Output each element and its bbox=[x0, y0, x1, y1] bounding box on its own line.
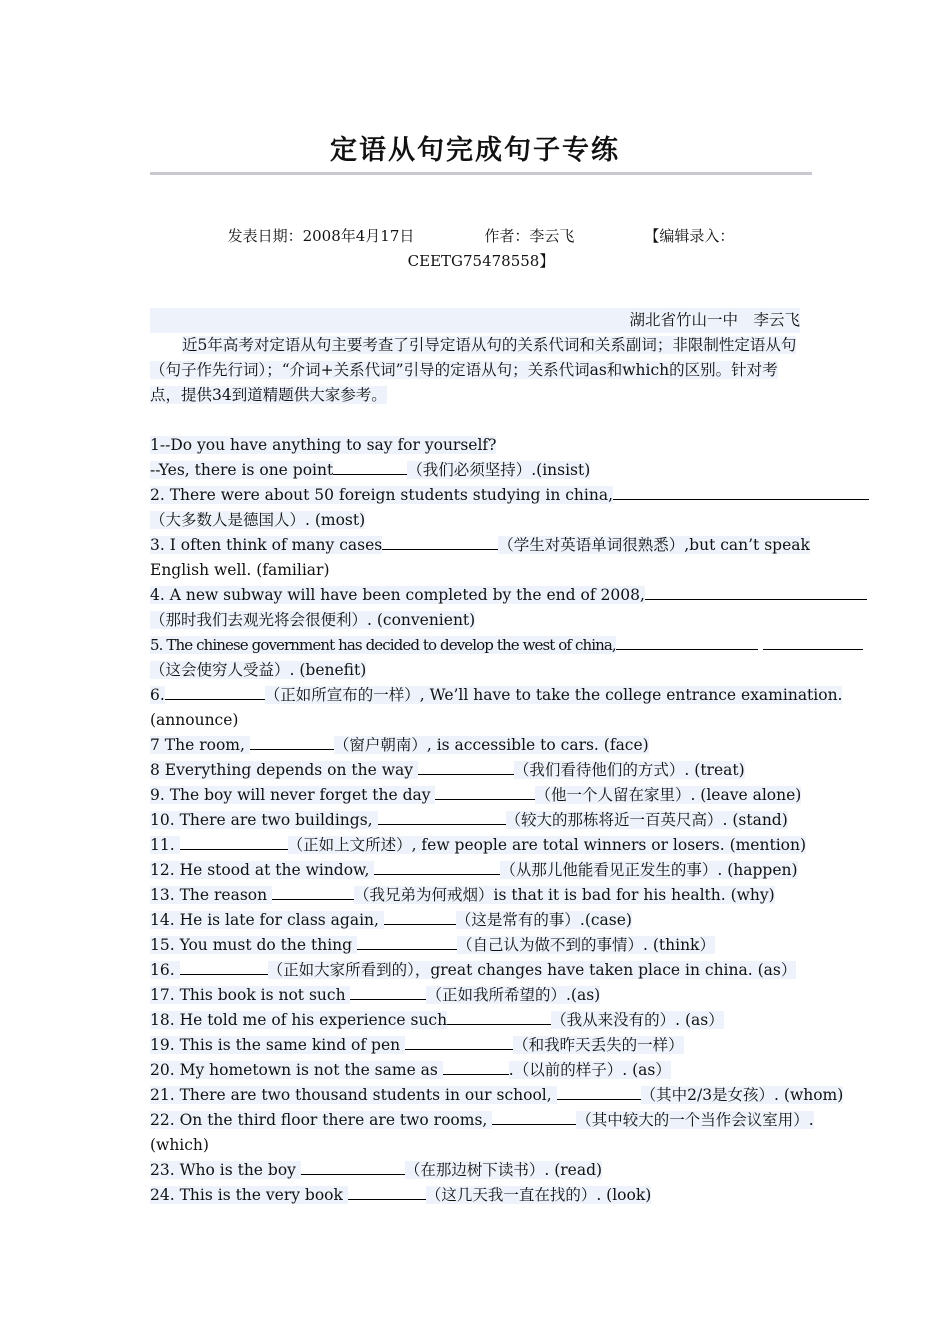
exercise-line: 19. This is the same kind of pen （和我昨天丢失的一样） bbox=[150, 1033, 810, 1058]
author-school: 湖北省竹山一中 李云飞 bbox=[150, 308, 800, 333]
answer-blank[interactable] bbox=[382, 533, 498, 550]
answer-blank[interactable] bbox=[613, 483, 869, 500]
exercise-line: (announce) bbox=[150, 711, 239, 729]
exercise-line: 10. There are two buildings, （较大的那栋将近一百英尺高）. (stand) bbox=[150, 808, 810, 833]
answer-blank[interactable] bbox=[180, 833, 288, 850]
exercise-line: 15. You must do the thing （自己认为做不到的事情）. (think） bbox=[150, 933, 810, 958]
exercise-line: 8 Everything depends on the way （我们看待他们的方式）. (treat) bbox=[150, 758, 810, 783]
exercise-line: 20. My hometown is not the same as .（以前的样子）. (as） bbox=[150, 1058, 810, 1083]
exercise-line: 22. On the third floor there are two rooms, （其中较大的一个当作会议室用）. bbox=[150, 1108, 810, 1133]
answer-blank[interactable] bbox=[418, 758, 514, 775]
answer-blank[interactable] bbox=[378, 808, 506, 825]
answer-blank[interactable] bbox=[333, 458, 407, 475]
answer-blank[interactable] bbox=[384, 908, 456, 925]
answer-blank[interactable] bbox=[405, 1033, 513, 1050]
exercise-line: 14. He is late for class again, （这是常有的事）.(case) bbox=[150, 908, 810, 933]
exercise-line: 9. The boy will never forget the day （他一个人留在家里）. (leave alone) bbox=[150, 783, 810, 808]
exercise-line: 6. （正如所宣布的一样）, We’ll have to take the college entrance examination. bbox=[150, 683, 810, 708]
answer-blank[interactable] bbox=[374, 858, 500, 875]
exercise-line: (which) bbox=[150, 1136, 209, 1154]
exercise-line: 11. （正如上文所述）, few people are total winners or losers. (mention) bbox=[150, 833, 810, 858]
answer-blank[interactable] bbox=[492, 1108, 576, 1125]
publish-date: 发表日期：2008年4月17日 bbox=[227, 227, 415, 245]
exercise-line: 24. This is the very book （这几天我一直在找的）. (look) bbox=[150, 1183, 810, 1208]
intro-text: 近5年高考对定语从句主要考查了引导定语从句的关系代词和关系副词；非限制性定语从句（句子作先行词）；“介词+关系代词”引导的定语从句；关系代词as和which的区别。针对考点，提供34到道精题供大家参考。 bbox=[150, 336, 797, 404]
answer-blank[interactable] bbox=[447, 1008, 551, 1025]
exercise-line: 13. The reason （我兄弟为何戒烟）is that it is bad for his health. (why) bbox=[150, 883, 810, 908]
answer-blank[interactable] bbox=[165, 683, 265, 700]
exercise-line: 1--Do you have anything to say for yourself? bbox=[150, 436, 497, 454]
author-meta: 作者：李云飞 bbox=[484, 227, 575, 245]
exercise-line: 21. There are two thousand students in our school, （其中2/3是女孩）. (whom) bbox=[150, 1083, 810, 1108]
article-meta bbox=[150, 224, 812, 274]
exercise-line: 18. He told me of his experience such （我从来没有的）. (as） bbox=[150, 1008, 810, 1033]
exercise-line: 16. （正如大家所看到的），great changes have taken place in china. (as） bbox=[150, 958, 810, 983]
exercise-line: （那时我们去观光将会很便利）. (convenient) bbox=[150, 611, 476, 629]
exercise-line: English well. (familiar) bbox=[150, 561, 330, 579]
answer-blank[interactable] bbox=[357, 933, 457, 950]
intro-paragraph bbox=[150, 333, 802, 408]
exercise-list bbox=[150, 433, 844, 1208]
answer-blank[interactable] bbox=[616, 633, 758, 650]
exercise-line: 23. Who is the boy （在那边树下读书）. (read) bbox=[150, 1158, 810, 1183]
exercise-line: 17. This book is not such （正如我所希望的）.(as) bbox=[150, 983, 810, 1008]
answer-blank[interactable] bbox=[348, 1183, 426, 1200]
title-divider bbox=[150, 172, 812, 175]
answer-blank[interactable] bbox=[557, 1083, 641, 1100]
answer-blank[interactable] bbox=[645, 583, 867, 600]
answer-blank[interactable] bbox=[301, 1158, 405, 1175]
page-title: 定语从句完成句子专练 bbox=[330, 135, 620, 166]
exercise-line: 4. A new subway will have been completed by the end of 2008, bbox=[150, 583, 810, 608]
editor-label: 【编辑录入： bbox=[644, 227, 735, 245]
answer-blank[interactable] bbox=[250, 733, 334, 750]
editor-id: CEETG75478558】 bbox=[407, 252, 555, 270]
exercise-line: 7 The room, （窗户朝南）, is accessible to cars. (face) bbox=[150, 733, 810, 758]
exercise-line: 5. The chinese government has decided to develop the west of china, bbox=[150, 633, 810, 658]
answer-blank[interactable] bbox=[435, 783, 535, 800]
answer-blank[interactable] bbox=[443, 1058, 509, 1075]
exercise-line: 2. There were about 50 foreign students studying in china, bbox=[150, 483, 810, 508]
exercise-line: --Yes, there is one point （我们必须坚持）.(insist) bbox=[150, 458, 810, 483]
exercise-line: 3. I often think of many cases （学生对英语单词很熟悉）,but can’t speak bbox=[150, 533, 810, 558]
answer-blank[interactable] bbox=[350, 983, 426, 1000]
exercise-line: （这会使穷人受益）. (benefit) bbox=[150, 661, 367, 679]
answer-blank[interactable] bbox=[272, 883, 354, 900]
answer-blank[interactable] bbox=[180, 958, 268, 975]
exercise-line: 12. He stood at the window, （从那儿他能看见正发生的事）. (happen) bbox=[150, 858, 810, 883]
answer-blank[interactable] bbox=[763, 633, 863, 650]
exercise-line: （大多数人是德国人）. (most) bbox=[150, 511, 366, 529]
